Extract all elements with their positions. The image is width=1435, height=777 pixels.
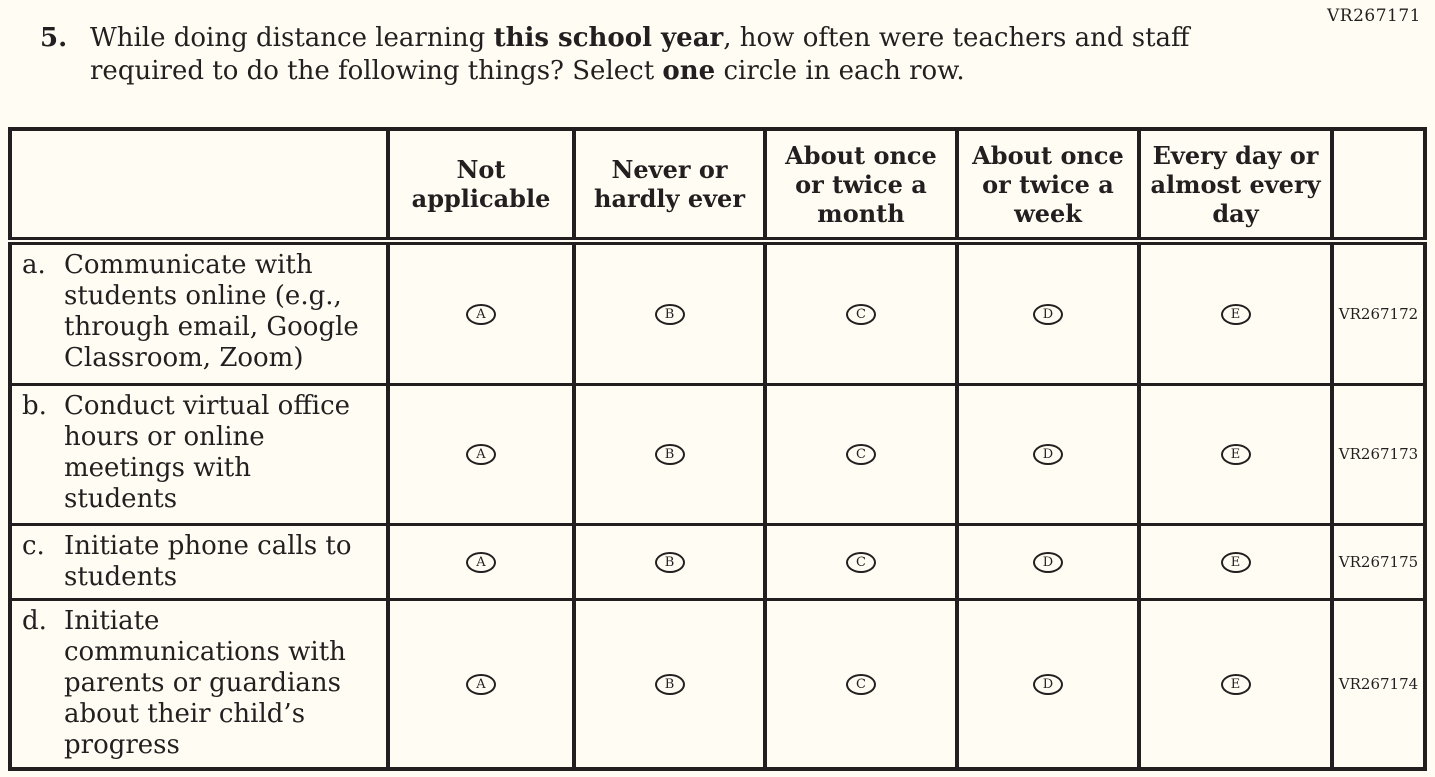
answer-bubble-row-a-option-a[interactable]: A: [466, 304, 496, 325]
column-header-code-blank: [1332, 129, 1425, 241]
survey-matrix-table: [8, 127, 1427, 771]
row-c-stem: [10, 524, 388, 599]
form-code-top-right: VR267171: [1327, 6, 1421, 26]
question-part3: circle in each row.: [715, 56, 965, 86]
row-a-stem: [10, 241, 388, 384]
question-bold-this-school-year: this school year: [493, 23, 724, 53]
header-row: [10, 129, 1425, 241]
answer-bubble-row-d-option-c[interactable]: C: [846, 674, 876, 695]
answer-bubble-row-a-option-d[interactable]: D: [1033, 304, 1063, 325]
answer-bubble-row-d-option-a[interactable]: A: [466, 674, 496, 695]
column-header-every-day: Every day or almost every day: [1139, 129, 1332, 241]
answer-bubble-row-d-option-d[interactable]: D: [1033, 674, 1063, 695]
row-a-label: Communicate with students online (e.g., through email, Google Classroom, Zoom): [64, 250, 359, 373]
answer-bubble-row-a-option-e[interactable]: E: [1221, 304, 1251, 325]
answer-bubble-row-a-option-c[interactable]: C: [846, 304, 876, 325]
row-c-letter: c.: [22, 530, 45, 561]
table-row-b: [10, 384, 1425, 524]
table-row-d: [10, 599, 1425, 769]
row-d-stem: [10, 599, 388, 769]
table-row-a: [10, 241, 1425, 384]
row-b-stem: [10, 384, 388, 524]
column-header-once-twice-week: About once or twice a week: [957, 129, 1139, 241]
question-part1: While doing distance learning: [90, 23, 494, 53]
answer-bubble-row-b-option-e[interactable]: E: [1221, 444, 1251, 465]
column-header-not-applicable: Not applicable: [388, 129, 574, 241]
row-c-label: Initiate phone calls to students: [64, 530, 352, 592]
answer-bubble-row-c-option-c[interactable]: C: [846, 552, 876, 573]
answer-bubble-row-c-option-b[interactable]: B: [655, 552, 685, 573]
answer-bubble-row-c-option-e[interactable]: E: [1221, 552, 1251, 573]
question-number: 5.: [40, 23, 68, 53]
answer-bubble-row-b-option-a[interactable]: A: [466, 444, 496, 465]
table-row-c: [10, 524, 1425, 599]
answer-bubble-row-d-option-b[interactable]: B: [655, 674, 685, 695]
row-d-letter: d.: [22, 605, 47, 636]
row-d-label: Initiate communications with parents or guardians about their child’s progress: [64, 605, 346, 760]
row-b-letter: b.: [22, 390, 47, 421]
answer-bubble-row-b-option-d[interactable]: D: [1033, 444, 1063, 465]
row-b-label: Conduct virtual office hours or online meetings with students: [64, 390, 351, 514]
column-header-blank: [10, 129, 388, 241]
question-text: [0, 22, 1260, 88]
question-bold-one: one: [662, 56, 716, 86]
column-header-once-twice-month: About once or twice a month: [765, 129, 957, 241]
question-part2: , how often were teachers and staff required to do the following things? Select: [90, 23, 1190, 86]
answer-bubble-row-b-option-c[interactable]: C: [846, 444, 876, 465]
answer-bubble-row-c-option-a[interactable]: A: [466, 552, 496, 573]
answer-bubble-row-b-option-b[interactable]: B: [655, 444, 685, 465]
row-c-code: VR267175: [1332, 524, 1425, 599]
row-a-code: VR267172: [1332, 241, 1425, 384]
row-a-letter: a.: [22, 250, 46, 280]
row-d-code: VR267174: [1332, 599, 1425, 769]
answer-bubble-row-d-option-e[interactable]: E: [1221, 674, 1251, 695]
row-b-code: VR267173: [1332, 384, 1425, 524]
column-header-never-hardly-ever: Never or hardly ever: [574, 129, 765, 241]
answer-bubble-row-a-option-b[interactable]: B: [655, 304, 685, 325]
answer-bubble-row-c-option-d[interactable]: D: [1033, 552, 1063, 573]
